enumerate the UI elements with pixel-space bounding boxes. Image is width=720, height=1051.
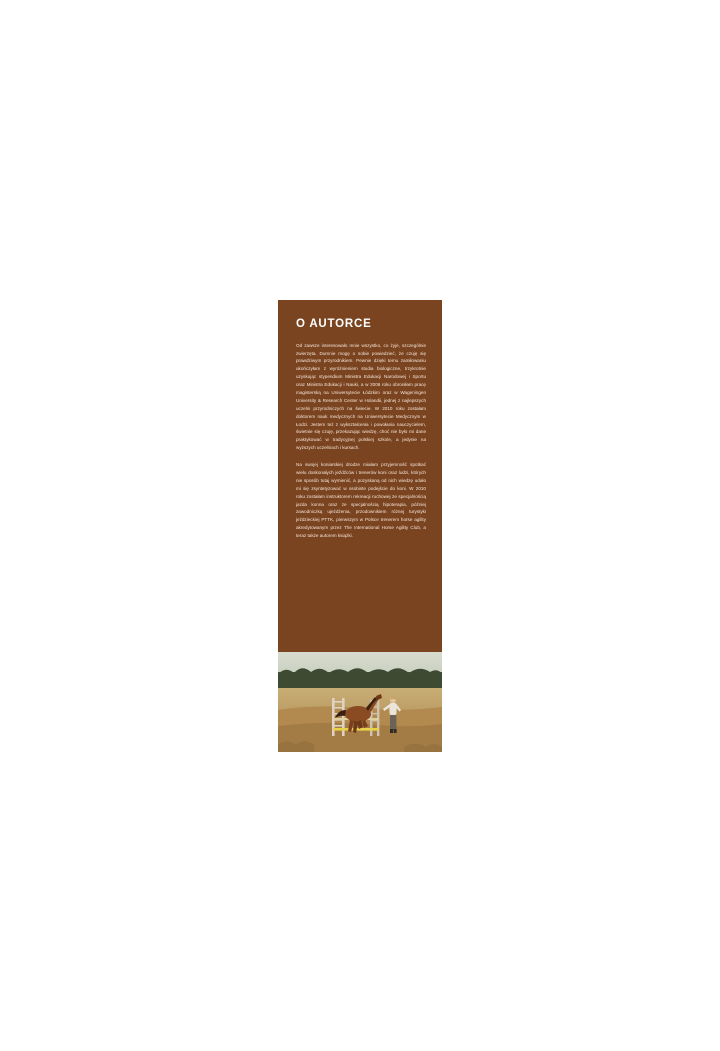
- paragraph-1: Od zawsze interesowało mnie wszystko, co żyje, szczególnie zwierzęta. Dumnie mogę o sobie powiedzieć, że czuję się prawdziwym przyrodnikiem. Pewnie dzięki temu zamiłowaniu ukończyłam z wyróżnieniem studia biologiczne, trzykrotnie uzyskując stypendium Ministra Edukacji Narodowej i Sportu oraz Ministra Edukacji i Nauki, a w 2006 roku obroniłam pracę magisterską na Uniwersytecie Łódzkim oraz w Wageningen University & Research Center w Holandii, jednej z najlepszych uczelni przyrodniczych na świecie. W 2010 roku zostałam doktorem nauk medycznych na Uniwersytecie Medycznym w Łodzi. Jestem też z wykształcenia i powołania nauczycielem, świetnie się czuję, przekazując wiedzę, choć nie było mi dane praktykować w tradycyjnej polskiej szkole, a jedynie na wyższych uczelniach i kursach.: [296, 342, 426, 451]
- horse-jumping-photo: [278, 652, 442, 752]
- paragraph-2: Na swojej koniarskiej drodze miałam przyjemność spotkać wielu doskonałych jeźdźców i trenerów koni oraz ludzi, których nie sposób tutaj wymienić, a pozyskaną od nich wiedzę udało mi się zsyntetyzować w osobiste podejście do koni. W 2010 roku zostałam instruktorem rekreacji ruchowej ze specjalnością jazda konna oraz ze specjalnością hipoterapia, później zawodniczką ujeżdżenia, przodownikiem różnej turystyki jeździeckiej PTTK, pierwszym w Polsce trenerem horse agility akredytowanym przez The International Horse Agility Club, a teraz także autorem książki.: [296, 462, 426, 539]
- about-author-panel: [278, 300, 442, 752]
- panel-text-block: [278, 300, 442, 652]
- page-title: O AUTORCE: [296, 318, 372, 330]
- photo-illustration: [278, 652, 442, 752]
